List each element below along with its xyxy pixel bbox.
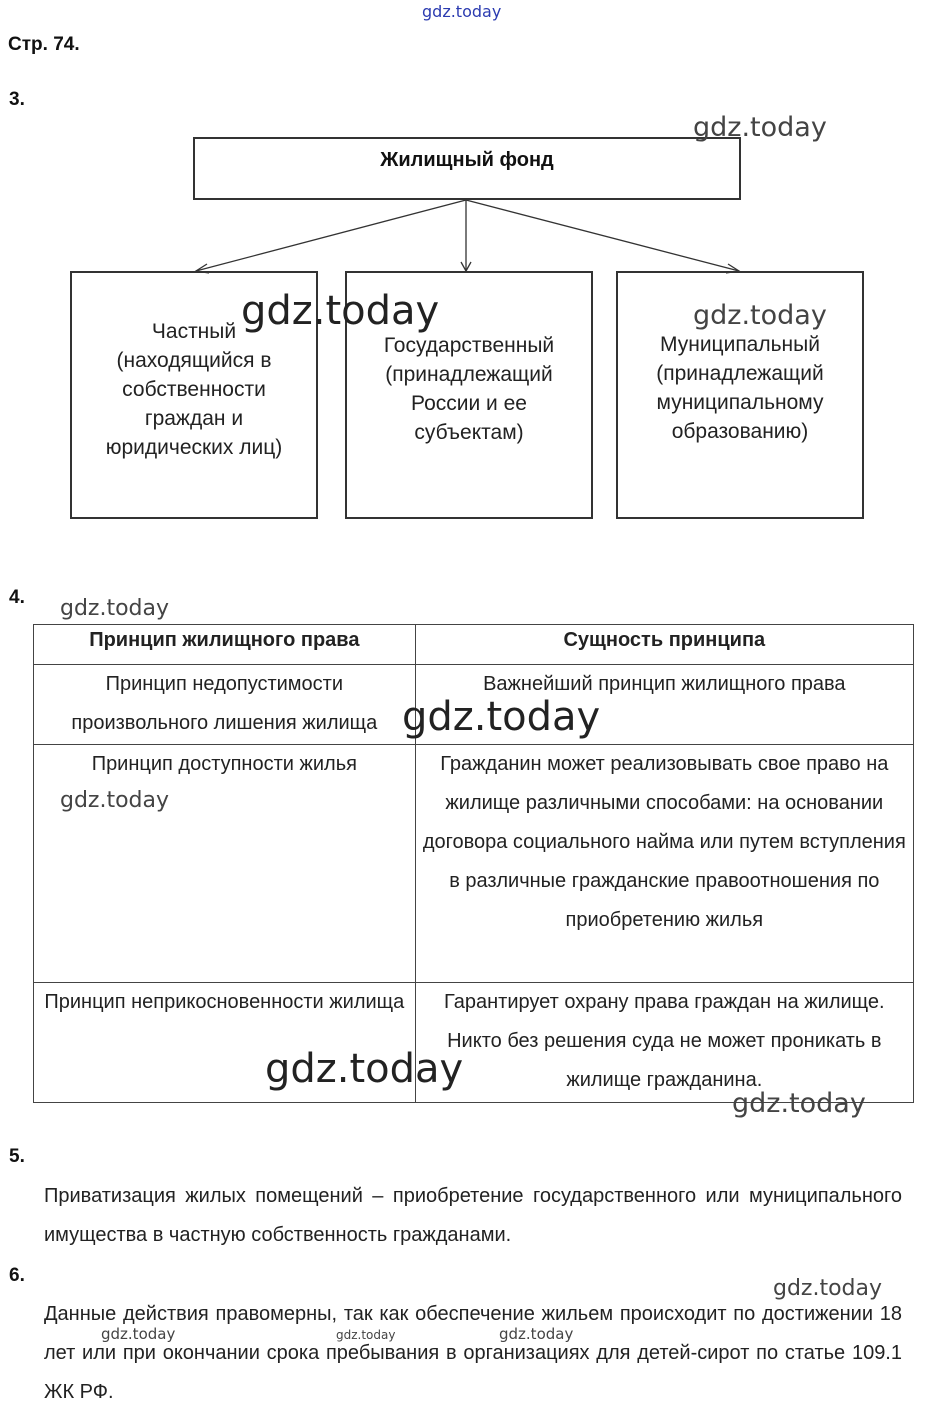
diagram-arrows xyxy=(0,0,926,300)
watermark: gdz.today xyxy=(101,1325,176,1343)
task-6-number: 6. xyxy=(9,1265,25,1286)
watermark: gdz.today xyxy=(402,694,601,740)
watermark: gdz.today xyxy=(693,112,827,143)
watermark: gdz.today xyxy=(60,596,170,621)
diagram-box-municipal-text: Муниципальный (принадлежащий муниципальному образованию) xyxy=(656,333,824,443)
table-cell-essence: Гражданин может реализовывать свое право на жилище различными способами: на основании договора социального найма или путем вступления в различные гражданские правоотношения по приобретению жилья xyxy=(415,745,913,983)
task-4-number: 4. xyxy=(9,587,25,608)
watermark: gdz.today xyxy=(732,1088,866,1119)
table-header-cell: Сущность принципа xyxy=(415,625,913,665)
task-3-number: 3. xyxy=(9,89,25,110)
task-6-answer: Данные действия правомерны, так как обеспечение жильем происходит по достижении 18 лет или при окончании срока пребывания в организациях для детей-сирот по статье 109.1 ЖК РФ. xyxy=(44,1303,902,1403)
watermark: gdz.today xyxy=(499,1325,574,1343)
arrow-to-municipal xyxy=(466,200,739,271)
diagram-box-state-text: Государственный (принадлежащий России и ее субъектам) xyxy=(383,334,555,444)
watermark: gdz.today xyxy=(60,788,170,813)
watermark: gdz.today xyxy=(422,2,502,21)
diagram-root-label: Жилищный фонд xyxy=(380,149,554,171)
table-header-cell: Принцип жилищного права xyxy=(34,625,416,665)
watermark: gdz.today xyxy=(265,1046,464,1092)
task-5-answer: Приватизация жилых помещений – приобретение государственного или муниципального имущества в частную собственность гражданами. xyxy=(44,1185,902,1246)
table-header-row xyxy=(34,625,914,665)
diagram-box-private-text: Частный (находящийся в собственности граждан и юридических лиц) xyxy=(105,320,283,459)
table-cell-principle: Принцип доступности жилья xyxy=(34,745,416,983)
table-row xyxy=(34,745,914,983)
page-number: Стр. 74. xyxy=(8,34,80,55)
table-cell-essence: Важнейший принцип жилищного права xyxy=(415,665,913,745)
watermark: gdz.today xyxy=(773,1276,883,1301)
table-row xyxy=(34,983,914,1103)
watermark: gdz.today xyxy=(241,288,440,334)
table-cell-principle: Принцип неприкосновенности жилища xyxy=(34,983,416,1103)
table-cell-principle: Принцип недопустимости произвольного лишения жилища xyxy=(34,665,416,745)
arrow-to-private xyxy=(196,200,466,271)
table-cell-essence: Гарантирует охрану права граждан на жилище. Никто без решения суда не может проникать в жилище гражданина. xyxy=(415,983,913,1103)
task-5-number: 5. xyxy=(9,1146,25,1167)
watermark: gdz.today xyxy=(336,1328,396,1342)
watermark: gdz.today xyxy=(693,300,827,331)
